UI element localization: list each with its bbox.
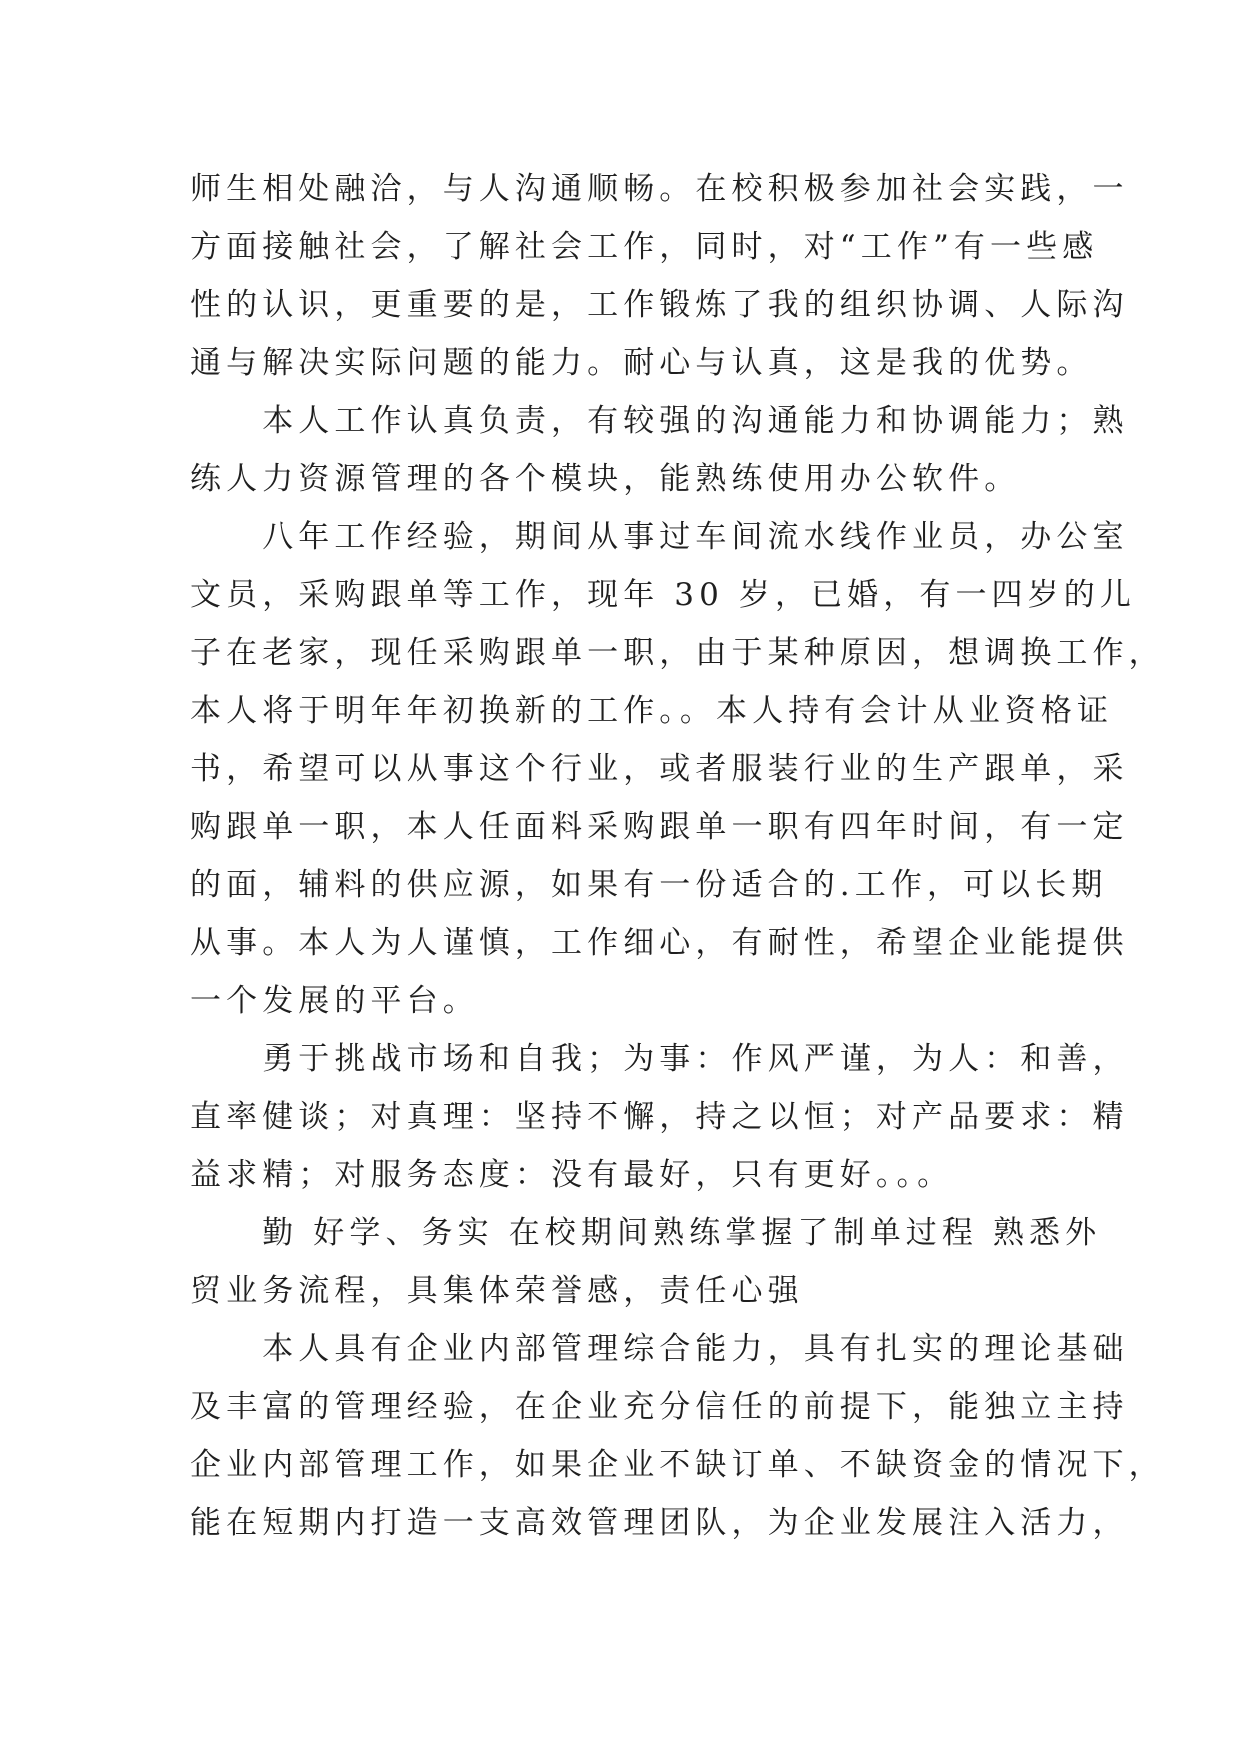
- text-line: 贸业务流程，具集体荣誉感，责任心强: [190, 1273, 804, 1309]
- text-line: 从事。本人为人谨慎，工作细心，有耐性，希望企业能提供: [190, 925, 1129, 961]
- text-line: 八年工作经验，期间从事过车间流水线作业员，办公室: [190, 519, 1129, 555]
- text-line: 企业内部管理工作，如果企业不缺订单、不缺资金的情况下，: [190, 1447, 1165, 1483]
- text-line: 益求精；对服务态度：没有最好，只有更好。。。: [190, 1157, 954, 1193]
- text-line: 本人将于明年年初换新的工作。。本人持有会计从业资格证: [190, 693, 1114, 729]
- text-line: 练人力资源管理的各个模块，能熟练使用办公软件。: [190, 461, 1021, 497]
- document-body: [190, 160, 1165, 1552]
- text-line: 书，希望可以从事这个行业，或者服装行业的生产跟单，采: [190, 751, 1129, 787]
- text-line: 本人具有企业内部管理综合能力，具有扎实的理论基础: [190, 1331, 1129, 1367]
- text-line: 文员，采购跟单等工作，现年 30 岁，已婚，有一四岁的儿: [190, 577, 1136, 613]
- text-line: 一个发展的平台。: [190, 983, 479, 1019]
- text-line: 勇于挑战市场和自我；为事：作风严谨，为人：和善，: [190, 1041, 1129, 1077]
- text-line: 的面，辅料的供应源，如果有一份适合的.工作，可以长期: [190, 867, 1108, 903]
- text-line: 直率健谈；对真理：坚持不懈，持之以恒；对产品要求：精: [190, 1099, 1129, 1135]
- text-line: 购跟单一职，本人任面料采购跟单一职有四年时间，有一定: [190, 809, 1129, 845]
- text-line: 本人工作认真负责，有较强的沟通能力和协调能力；熟: [190, 403, 1129, 439]
- text-line: 子在老家，现任采购跟单一职，由于某种原因，想调换工作，: [190, 635, 1165, 671]
- text-line: 及丰富的管理经验，在企业充分信任的前提下，能独立主持: [190, 1389, 1129, 1425]
- text-line: 通与解决实际问题的能力。耐心与认真，这是我的优势。: [190, 345, 1093, 381]
- text-line: 勤 好学、务实 在校期间熟练掌握了制单过程 熟悉外: [190, 1215, 1102, 1251]
- text-line: 师生相处融洽，与人沟通顺畅。在校积极参加社会实践，一: [190, 171, 1129, 207]
- text-line: 方面接触社会，了解社会工作，同时，对“工作”有一些感: [190, 229, 1099, 265]
- text-line: 能在短期内打造一支高效管理团队，为企业发展注入活力，: [190, 1505, 1129, 1541]
- text-line: 性的认识，更重要的是，工作锻炼了我的组织协调、人际沟: [190, 287, 1129, 323]
